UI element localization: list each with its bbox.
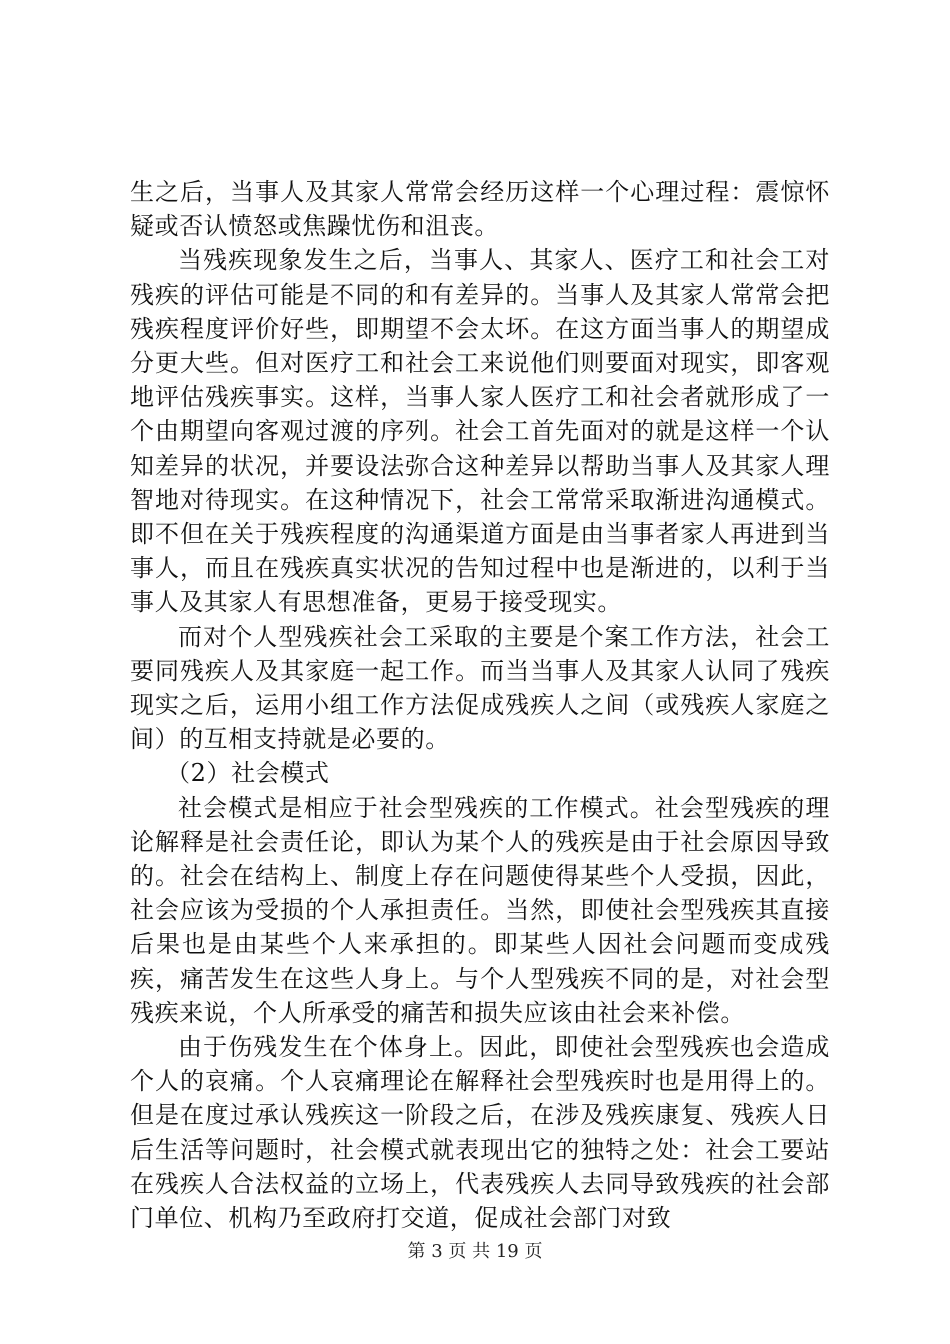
paragraph-assessment-differences: 当残疾现象发生之后，当事人、其家人、医疗工和社会工对残疾的评估可能是不同的和有差异的。当事人及其家人常常会把残疾程度评价好些，即期望不会太坏。在这方面当事人的期望成分更大些。但对医疗工和社会工来说他们则要面对现实，即客观地评估残疾事实。这样，当事人家人医疗工和社会者就形成了一个由期望向客观过渡的序列。社会工首先面对的就是这样一个认知差异的状况，并要设法弥合这种差异以帮助当事人及其家人理智地对待现实。在这种情况下，社会工常常采取渐进沟通模式。即不但在关于残疾程度的沟通渠道方面是由当事者家人再进到当事人，而且在残疾真实状况的告知过程中也是渐进的，以利于当事人及其家人有思想准备，更易于接受现实。 [130, 246, 830, 617]
paragraph-social-model-definition: 社会模式是相应于社会型残疾的工作模式。社会型残疾的理论解释是社会责任论，即认为某个人的残疾是由于社会原因导致的。社会在结构上、制度上存在问题使得某些个人受损，因此，社会应该为受损的个人承担责任。当然，即使社会型残疾其直接后果也是由某些个人来承担的。即某些人因社会问题而变成残疾，痛苦发生在这些人身上。与个人型残疾不同的是，对社会型残疾来说，个人所承受的痛苦和损失应该由社会来补偿。 [130, 793, 830, 1027]
paragraph-individual-methods: 而对个人型残疾社会工采取的主要是个案工作方法，社会工要同残疾人及其家庭一起工作。而当当事人及其家人认同了残疾现实之后，运用小组工作方法促成残疾人之间（或残疾人家庭之间）的互相支持就是必要的。 [130, 622, 830, 754]
section-heading-social-model: （2）社会模式 [166, 759, 330, 788]
page-number: 第 3 页 共 19 页 [407, 1241, 543, 1262]
paragraph-social-model-practice: 由于伤残发生在个体身上。因此，即使社会型残疾也会造成个人的哀痛。个人哀痛理论在解释社会型残疾时也是用得上的。但是在度过承认残疾这一阶段之后，在涉及残疾康复、残疾人日后生活等问题时，社会模式就表现出它的独特之处：社会工要站在残疾人合法权益的立场上，代表残疾人去同导致残疾的社会部门单位、机构乃至政府打交道，促成社会部门对致 [130, 1033, 830, 1233]
page-footer [0, 1240, 950, 1264]
document-body [130, 175, 830, 1235]
paragraph-continuation: 生之后，当事人及其家人常常会经历这样一个心理过程：震惊怀疑或否认愤怒或焦躁忧伤和沮丧。 [130, 178, 830, 241]
